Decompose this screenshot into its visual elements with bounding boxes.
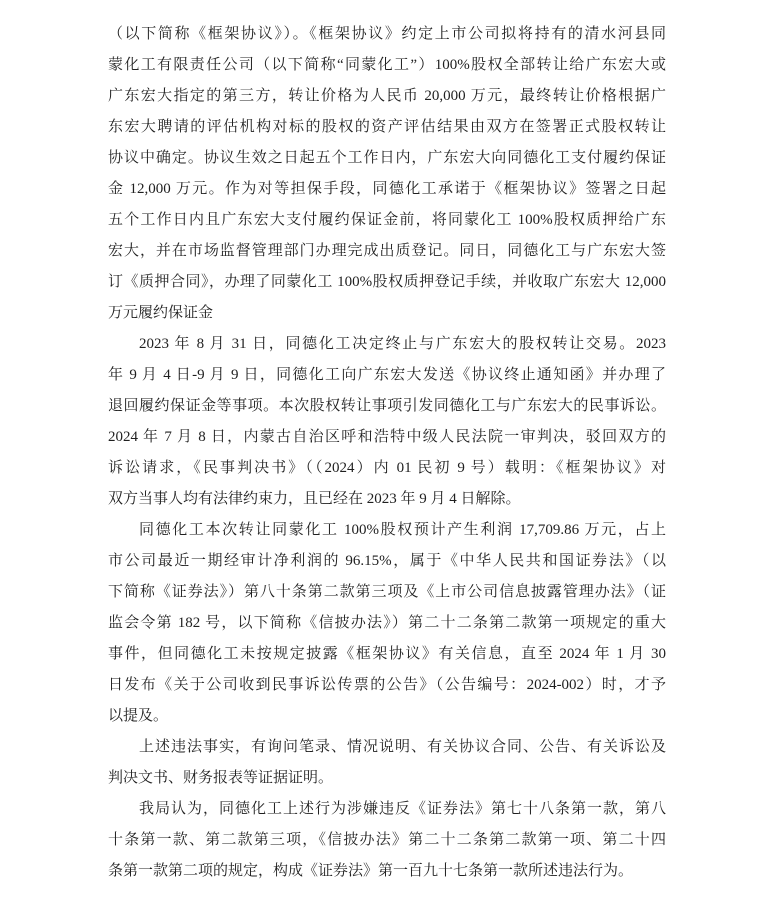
text-line: 条第一款第二项的规定，构成《证券法》第一百九十七条第一款所述违法行为。: [108, 863, 634, 879]
text-line: 以提及。: [108, 708, 169, 724]
text-line: 万元履约保证金: [108, 305, 214, 321]
paragraph: [108, 794, 666, 887]
text-line: 判决文书、财务报表等证据证明。: [108, 770, 334, 786]
document-text: [108, 19, 666, 887]
text-line: （以下简称《框架协议》）。《框架协议》约定上市公司拟将持有的清水河县同: [108, 26, 666, 42]
text-line: 协议中确定。协议生效之日起五个工作日内，广东宏大向同德化工支付履约保证: [108, 150, 666, 166]
text-line: 2024 年 7 月 8 日，内蒙古自治区呼和浩特中级人民法院一审判决，驳回双方的: [108, 429, 666, 445]
text-line: 五个工作日内且广东宏大支付履约保证金前，将同蒙化工 100%股权质押给广东: [108, 212, 666, 228]
paragraph: [108, 515, 666, 732]
paragraph: [108, 19, 666, 329]
text-line: 十条第一款、第二款第三项，《信披办法》第二十二条第二款第一项、第二十四: [108, 832, 666, 848]
text-line: 事件，但同德化工未按规定披露《框架协议》有关信息，直至 2024 年 1 月 30: [108, 646, 666, 662]
text-line: 诉讼请求，《民事判决书》（（2024）内 01 民初 9 号）载明：《框架协议》对: [108, 460, 666, 476]
text-line: 日发布《关于公司收到民事诉讼传票的公告》（公告编号：2024-002）时，才予: [108, 677, 666, 693]
paragraph: [108, 329, 666, 515]
text-line: 年 9 月 4 日-9 月 9 日，同德化工向广东宏大发送《协议终止通知函》并办理了: [108, 367, 666, 383]
text-line: 上述违法事实，有询问笔录、情况说明、有关协议合同、公告、有关诉讼及: [139, 739, 666, 755]
text-line: 我局认为，同德化工上述行为涉嫌违反《证券法》第七十八条第一款，第八: [139, 801, 666, 817]
text-line: 广东宏大指定的第三方，转让价格为人民币 20,000 万元，最终转让价格根据广: [108, 88, 666, 104]
text-line: 双方当事人均有法律约束力，且已经在 2023 年 9 月 4 日解除。: [108, 491, 521, 507]
text-line: 监会令第 182 号，以下简称《信披办法》）第二十二条第二款第一项规定的重大: [108, 615, 666, 631]
paragraph: [108, 732, 666, 794]
text-line: 2023 年 8 月 31 日，同德化工决定终止与广东宏大的股权转让交易。2023: [139, 336, 666, 352]
text-line: 退回履约保证金等事项。本次股权转让事项引发同德化工与广东宏大的民事诉讼。: [108, 398, 666, 414]
text-line: 下简称《证券法》）第八十条第二款第三项及《上市公司信息披露管理办法》（证: [108, 584, 666, 600]
text-line: 订《质押合同》，办理了同蒙化工 100%股权质押登记手续，并收取广东宏大 12,000: [108, 274, 666, 290]
text-line: 东宏大聘请的评估机构对标的股权的资产评估结果由双方在签署正式股权转让: [108, 119, 666, 135]
text-line: 蒙化工有限责任公司（以下简称“同蒙化工”）100%股权全部转让给广东宏大或: [108, 57, 666, 73]
text-line: 宏大，并在市场监督管理部门办理完成出质登记。同日，同德化工与广东宏大签: [108, 243, 666, 259]
text-line: 市公司最近一期经审计净利润的 96.15%，属于《中华人民共和国证券法》（以: [108, 553, 666, 569]
text-line: 同德化工本次转让同蒙化工 100%股权预计产生利润 17,709.86 万元，占上: [139, 522, 666, 538]
text-line: 金 12,000 万元。作为对等担保手段，同德化工承诺于《框架协议》签署之日起: [108, 181, 666, 197]
